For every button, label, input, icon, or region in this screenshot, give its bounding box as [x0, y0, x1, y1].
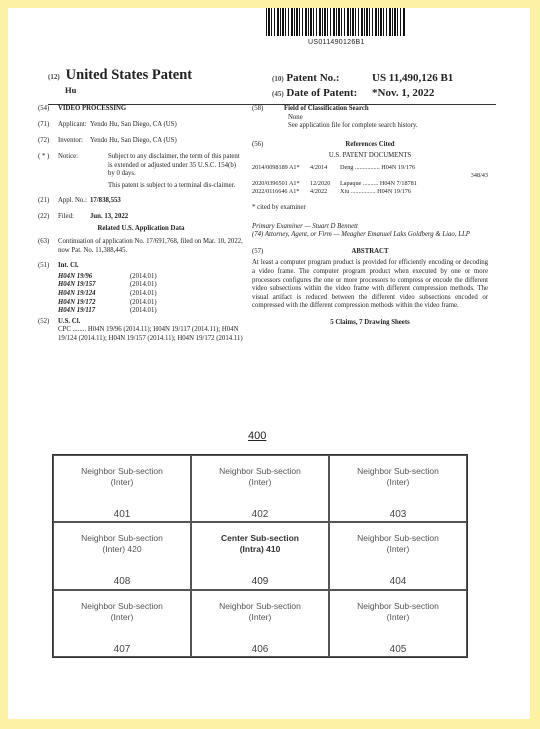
inventor-short: Hu [65, 85, 77, 95]
filed-field: (22) Filed: Jun. 13, 2022 [38, 213, 244, 222]
applicant-field: (71) Applicant: Yendo Hu, San Diego, CA (US) [38, 121, 244, 130]
barcode [266, 8, 406, 36]
filed-date: Jun. 13, 2022 [90, 213, 129, 221]
us-docs-heading: U.S. PATENT DOCUMENTS [328, 152, 412, 160]
cited-by-examiner: * cited by examiner [252, 203, 306, 211]
reference-row: 2022/0116646 A1* 4/2022 Xiu ................ H04N 19/176 [252, 187, 411, 195]
reference-row: 2020/0396501 A1* 12/2020 Lapaque .......... H04N 7/18781 [252, 179, 417, 187]
center-grid-cell: Center Sub-section (Intra) 410 409 [191, 522, 329, 589]
applicant: Yendo Hu, San Diego, CA (US) [90, 121, 177, 128]
patent-number: US 11,490,126 B1 [372, 72, 454, 84]
patent-heading: United States Patent [65, 67, 193, 83]
intcl-row: H04N 19/117 (2014.01) [58, 307, 157, 315]
grid-cell: Neighbor Sub-section (Inter) 401 [53, 455, 191, 522]
right-column [252, 105, 488, 335]
intcl-row: H04N 19/96 (2014.01) [58, 272, 157, 280]
invention-title: VIDEO PROCESSING [58, 105, 127, 112]
grid-cell: Neighbor Sub-section (Inter) 404 [329, 522, 467, 589]
uscl-field: (52) U.S. Cl. CPC ........ H04N 19/96 (2014.11); H04N 19/117 (2014.11); H04N 19/124 (2014.11); H04N 19/157 (2014.11); H04N 19/172 (2014.11) [38, 317, 243, 342]
barcode-number: US011490126B1 [308, 39, 365, 46]
intcl-table [58, 273, 244, 316]
grid-cell: Neighbor Sub-section (Inter) 405 [329, 590, 467, 657]
patent-date-row: (45) Date of Patent: *Nov. 1, 2022 [272, 87, 435, 99]
references-field: (56) References Cited U.S. PATENT DOCUMENTS 2014/0098189 A1* 4/2014 Deng ................ H04N 19/176 348/43 2020/0396501 A1* 12/2020 Lapaque .......... H04N 7/18781 2022/0116646 A1* 4/2022 Xiu ................ H04N 19/176 * cited by examiner [252, 140, 488, 211]
appl-field: (21) Appl. No.: 17/838,553 [38, 197, 244, 206]
left-column [38, 105, 244, 351]
continuation-field: (63) Continuation of application No. 17/691,768, filed on Mar. 10, 2022, now Pat. No. 11,388,445. [38, 237, 243, 254]
figure-label: 400 [248, 430, 267, 442]
notice-text: Subject to any disclaimer, the term of this patent is extended or adjusted under 35 U.S.C. 154(b) by 0 days. [108, 153, 240, 178]
references-heading: References Cited [345, 140, 395, 148]
abstract-field: (57) ABSTRACT At least a computer program product is provided for efficiently encoding or decoding a video frame. The computer program product when executed by one or more processors configures the one or more processors to compress or encode the different video subsections within the video frame with different compression methods. The visual artifact is reduced between the different video subsections encoded or compressed with the different compression methods within the video frame. 5 Claims, 7 Drawing Sheets [252, 247, 488, 326]
code-12: (12) [48, 73, 60, 81]
patent-number-row: (10) Patent No.: US 11,490,126 B1 [272, 72, 454, 84]
intcl-field: (51) Int. Cl. H04N 19/96 (2014.01) H04N 19/157 (2014.01) H04N 19/124 (2014.01) H04N 19/172 (2014.01) H04N 19/117 (2014.01) [38, 262, 244, 316]
intcl-row: H04N 19/157 (2014.01) [58, 281, 157, 289]
patent-date: *Nov. 1, 2022 [372, 87, 435, 99]
intcl-row: H04N 19/172 (2014.01) [58, 298, 157, 306]
classification-field: (58) Field of Classification Search None See application file for complete search history. [252, 105, 418, 130]
patent-date-label: Date of Patent: [286, 87, 358, 99]
cpc-text: CPC ........ H04N 19/96 (2014.11); H04N 19/117 (2014.11); H04N 19/124 (2014.11); H04N 19/157 (2014.11); H04N 19/172 (2014.11) [58, 326, 243, 342]
notice-text-2: This patent is subject to a terminal dis-claimer. [108, 181, 236, 189]
grid-cell: Neighbor Sub-section (Inter) 402 [191, 455, 329, 522]
reference-row-cont: 348/43 [470, 171, 488, 179]
grid-cell: Neighbor Sub-section (Inter) 403 [329, 455, 467, 522]
related-heading: Related U.S. Application Data [97, 225, 185, 233]
intcl-row: H04N 19/124 (2014.01) [58, 289, 157, 297]
inventor-field: (72) Inventor: Yendo Hu, San Diego, CA (US) [38, 137, 244, 146]
reference-row: 2014/0098189 A1* 4/2014 Deng ................ H04N 19/176 [252, 163, 416, 171]
grid-cell: Neighbor Sub-section (Inter) 406 [191, 590, 329, 657]
inventor: Yendo Hu, San Diego, CA (US) [90, 137, 177, 144]
abstract-heading: ABSTRACT [351, 247, 389, 255]
patent-number-label: Patent No.: [286, 72, 340, 84]
abstract-text: At least a computer program product is provided for efficiently encoding or decoding a video frame. The computer program product when executed by one or more processors configures the one or more processors to compress or encode the different video subsections within the video frame with different compression methods. The visual artifact is reduced between the different video subsections encoded or compressed with the different compression methods within the video frame. [252, 259, 488, 310]
grid-cell: Neighbor Sub-section (Inter) 407 [53, 590, 191, 657]
patent-title [48, 67, 192, 84]
notice-field: ( * ) Notice: Subject to any disclaimer, the term of this patent is extended or adjusted under 35 U.S.C. 154(b) by 0 days. This patent is subject to a terminal dis-claimer. [38, 153, 244, 190]
grid-cell: Neighbor Sub-section (Inter) 420 408 [53, 522, 191, 589]
appl-no: 17/838,553 [90, 197, 121, 205]
claims-summary: 5 Claims, 7 Drawing Sheets [330, 318, 410, 326]
title-field: (54) VIDEO PROCESSING [38, 105, 244, 114]
primary-examiner: Primary Examiner — Stuart D Bennett [252, 222, 358, 230]
attorney: (74) Attorney, Agent, or Firm — Meagher Emanuel Laks Goldberg & Liao, LLP [252, 231, 470, 239]
continuation-text: Continuation of application No. 17/691,768, filed on Mar. 10, 2022, now Pat. No. 11,388,445. [58, 237, 243, 254]
subsection-grid [52, 454, 468, 658]
